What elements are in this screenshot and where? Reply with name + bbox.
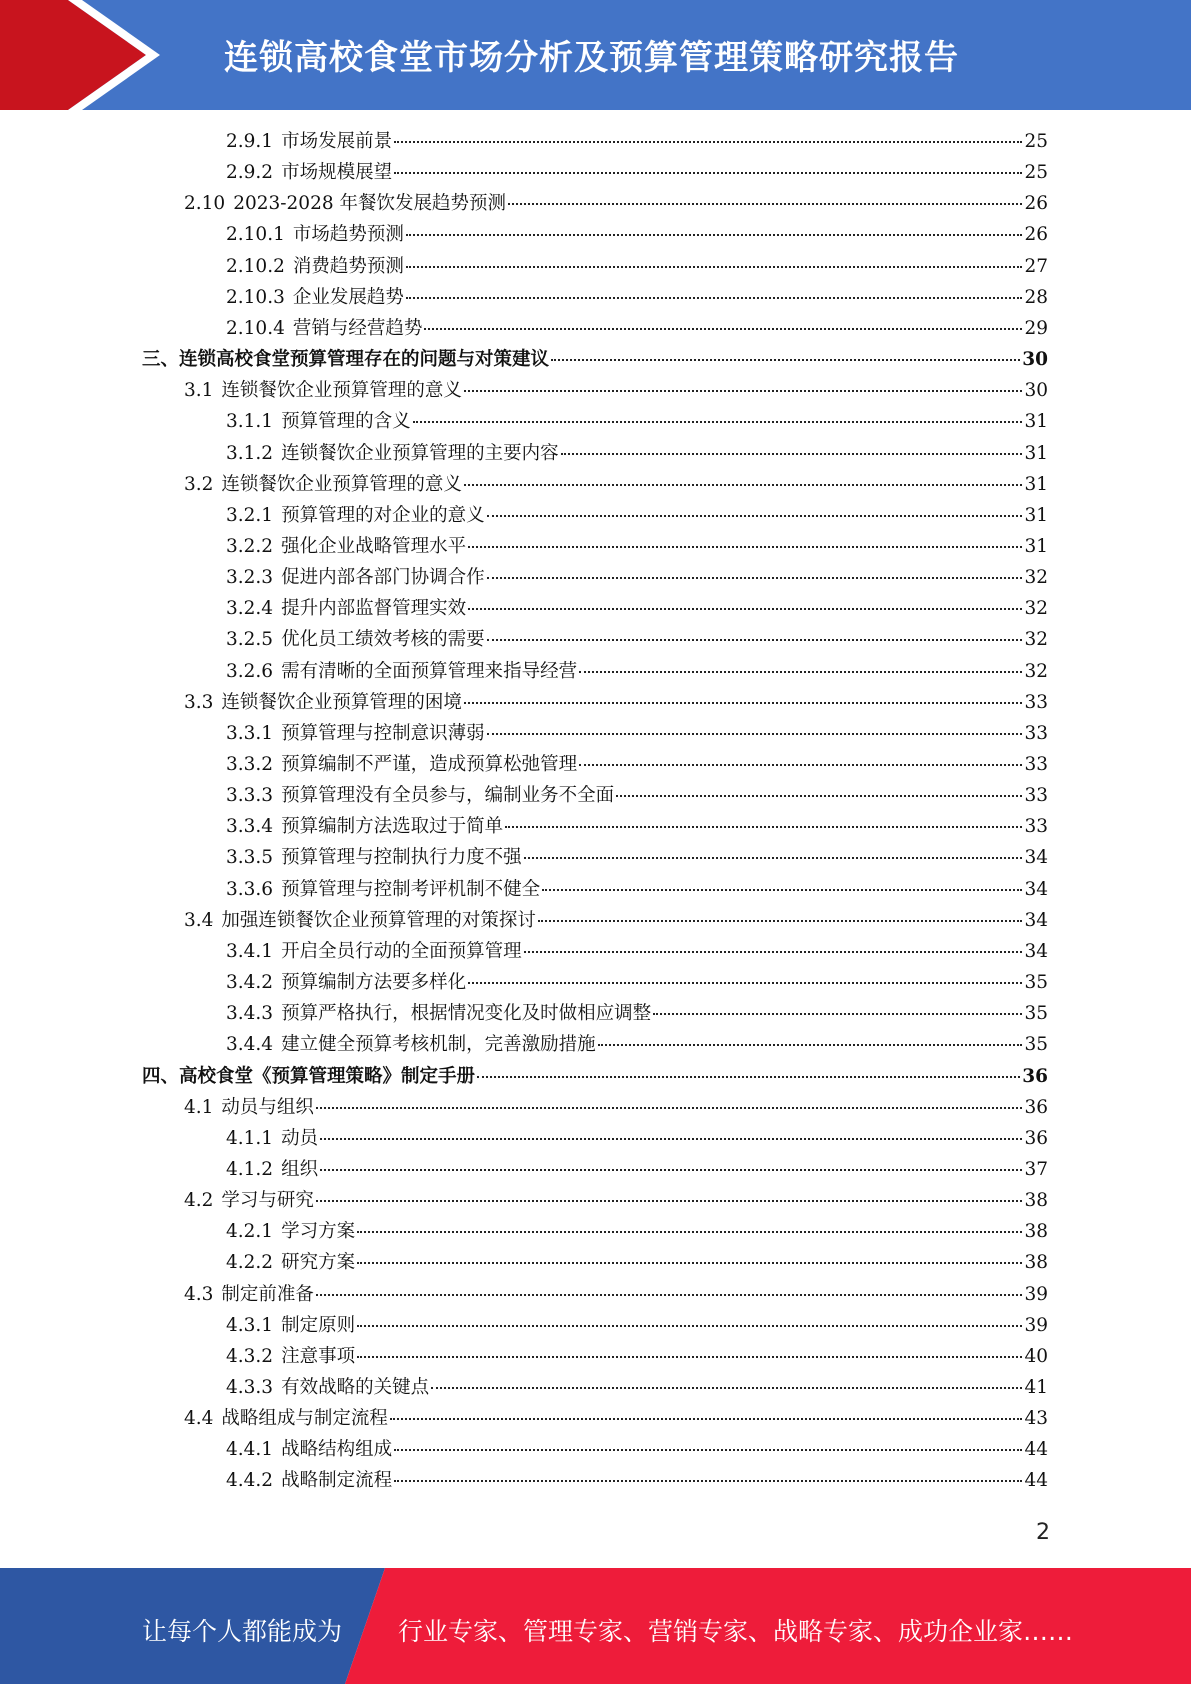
toc-entry-page: 35	[1024, 972, 1048, 994]
toc-entry-title: 连锁餐饮企业预算管理的意义	[221, 380, 462, 402]
toc-entry-page: 41	[1024, 1377, 1048, 1398]
toc-entry-title: 加强连锁餐饮企业预算管理的对策探讨	[221, 909, 536, 931]
toc-entry[interactable]	[184, 1280, 1048, 1311]
toc-entry-title: 营销与经营趋势	[292, 317, 423, 339]
toc-entry-page: 34	[1024, 878, 1048, 900]
toc-entry-page: 36	[1022, 1065, 1048, 1087]
toc-entry-page: 37	[1024, 1158, 1048, 1180]
toc-entry-page: 44	[1024, 1439, 1048, 1461]
toc-dot-leader	[316, 1200, 1023, 1202]
toc-entry[interactable]	[226, 501, 1048, 532]
toc-entry-page: 38	[1024, 1252, 1048, 1274]
toc-entry-number: 2.9.2	[226, 162, 274, 184]
toc-entry-title: 预算管理的对企业的意义	[281, 504, 485, 526]
toc-dot-leader	[431, 1387, 1022, 1389]
toc-entry[interactable]	[226, 1342, 1048, 1373]
toc-entry-number: 2.9.1	[226, 131, 274, 152]
toc-entry-title: 动员与组织	[221, 1096, 314, 1118]
toc-dot-leader	[406, 234, 1023, 236]
toc-entry-title: 消费趋势预测	[292, 255, 404, 277]
toc-entry[interactable]	[226, 439, 1048, 470]
toc-entry[interactable]	[226, 314, 1048, 345]
toc-dot-leader	[464, 702, 1023, 704]
toc-entry[interactable]	[226, 158, 1048, 189]
toc-dot-leader	[394, 1449, 1022, 1451]
toc-entry-number: 3.3.3	[226, 785, 274, 807]
toc-dot-leader	[561, 453, 1023, 455]
toc-entry-page: 33	[1024, 722, 1048, 744]
toc-dot-leader	[468, 608, 1022, 610]
toc-entry-number: 3.1.1	[226, 411, 274, 433]
toc-entry[interactable]	[226, 1466, 1048, 1497]
toc-entry-number: 4.2	[184, 1190, 214, 1212]
toc-entry-title: 预算编制方法选取过于简单	[281, 816, 504, 838]
toc-dot-leader	[487, 577, 1023, 579]
toc-dot-leader	[653, 1013, 1022, 1015]
toc-dot-leader	[477, 1076, 1020, 1078]
document-title: 连锁高校食堂市场分析及预算管理策略研究报告	[224, 38, 959, 78]
toc-entry-page: 31	[1024, 442, 1048, 464]
toc-entry[interactable]	[226, 127, 1048, 158]
toc-entry-page: 36	[1024, 1127, 1048, 1149]
toc-entry-page: 29	[1024, 317, 1048, 339]
toc-entry-page: 38	[1024, 1221, 1048, 1243]
toc-dot-leader	[320, 1138, 1022, 1140]
toc-entry-page: 33	[1024, 691, 1048, 713]
toc-entry-number: 四、	[142, 1065, 180, 1087]
toc-entry-page: 35	[1024, 1034, 1048, 1056]
toc-entry-number: 3.4.4	[226, 1034, 274, 1056]
toc-entry-number: 3.2.6	[226, 660, 274, 682]
toc-entry[interactable]	[226, 1373, 1048, 1404]
toc-entry-title: 预算管理没有全员参与，编制业务不全面	[281, 785, 615, 807]
toc-entry-page: 28	[1024, 286, 1048, 308]
toc-entry[interactable]	[184, 376, 1048, 407]
toc-entry-title: 战略组成与制定流程	[221, 1408, 388, 1430]
toc-entry[interactable]	[226, 1155, 1048, 1186]
toc-entry-page: 36	[1024, 1096, 1048, 1118]
toc-dot-leader	[406, 266, 1023, 268]
toc-entry-title: 学习方案	[281, 1221, 356, 1243]
toc-dot-leader	[468, 982, 1022, 984]
toc-entry[interactable]	[184, 1093, 1048, 1124]
toc-entry-title: 预算管理的含义	[281, 411, 411, 433]
toc-entry-page: 33	[1024, 816, 1048, 838]
toc-entry-title: 预算严格执行，根据情况变化及时做相应调整	[281, 1003, 652, 1025]
toc-dot-leader	[616, 795, 1022, 797]
toc-entry-page: 34	[1024, 847, 1048, 869]
toc-dot-leader	[357, 1325, 1022, 1327]
toc-entry-title: 提升内部监督管理实效	[281, 598, 467, 620]
toc-entry[interactable]	[226, 563, 1048, 594]
toc-entry[interactable]	[226, 1217, 1048, 1248]
toc-entry[interactable]	[226, 625, 1048, 656]
toc-dot-leader	[579, 764, 1022, 766]
toc-entry[interactable]	[184, 1404, 1048, 1435]
toc-entry-title: 制定前准备	[221, 1283, 314, 1305]
toc-entry-title: 预算编制方法要多样化	[281, 972, 467, 994]
toc-dot-leader	[424, 328, 1022, 330]
toc-entry-page: 40	[1024, 1345, 1048, 1367]
toc-dot-leader	[579, 671, 1022, 673]
toc-dot-leader	[468, 546, 1022, 548]
toc-entry-number: 3.3.6	[226, 878, 274, 900]
toc-entry-title: 组织	[281, 1158, 319, 1180]
toc-entry-number: 3.4.3	[226, 1003, 274, 1025]
toc-entry-page: 27	[1024, 255, 1048, 277]
toc-entry-title: 市场趋势预测	[292, 224, 404, 246]
toc-entry[interactable]	[184, 189, 1048, 220]
toc-entry[interactable]	[184, 688, 1048, 719]
toc-entry[interactable]	[142, 345, 1048, 376]
toc-entry-number: 2.10	[184, 193, 226, 215]
toc-entry[interactable]	[226, 875, 1048, 906]
toc-entry-number: 4.3.1	[226, 1314, 274, 1336]
page-number: 2	[1036, 1520, 1050, 1545]
toc-entry[interactable]	[226, 843, 1048, 874]
toc-entry-number: 2.10.4	[226, 317, 285, 339]
toc-entry-title: 预算管理与控制意识薄弱	[281, 722, 485, 744]
toc-entry-title: 开启全员行动的全面预算管理	[281, 940, 522, 962]
toc-dot-leader	[316, 1294, 1023, 1296]
toc-entry-title: 促进内部各部门协调合作	[281, 567, 485, 589]
toc-entry-page: 34	[1024, 909, 1048, 931]
toc-entry-page: 31	[1024, 473, 1048, 495]
toc-dot-leader	[357, 1231, 1022, 1233]
toc-dot-leader	[394, 1480, 1022, 1482]
toc-entry-number: 3.2	[184, 473, 214, 495]
toc-entry[interactable]	[226, 937, 1048, 968]
toc-entry[interactable]	[226, 812, 1048, 843]
toc-entry-title: 连锁高校食堂预算管理存在的问题与对策建议	[179, 349, 550, 371]
toc-entry-title: 强化企业战略管理水平	[281, 535, 467, 557]
toc-entry-number: 2.10.3	[226, 286, 285, 308]
toc-dot-leader	[542, 889, 1022, 891]
toc-dot-leader	[551, 359, 1020, 361]
footer-slogan-right: 行业专家、管理专家、营销专家、战略专家、成功企业家……	[398, 1617, 1074, 1646]
toc-entry-page: 31	[1024, 504, 1048, 526]
toc-dot-leader	[508, 203, 1022, 205]
toc-entry-number: 2.10.1	[226, 224, 285, 246]
toc-entry-page: 30	[1022, 349, 1048, 371]
toc-dot-leader	[464, 390, 1023, 392]
toc-dot-leader	[505, 826, 1022, 828]
toc-entry-page: 39	[1024, 1283, 1048, 1305]
toc-entry[interactable]	[226, 1030, 1048, 1061]
toc-entry-page: 30	[1024, 380, 1048, 402]
toc-entry[interactable]	[226, 532, 1048, 563]
toc-entry-title: 需有清晰的全面预算管理来指导经营	[281, 660, 578, 682]
toc-entry-page: 34	[1024, 940, 1048, 962]
toc-dot-leader	[524, 857, 1023, 859]
toc-entry-title: 有效战略的关键点	[281, 1377, 430, 1398]
toc-entry-number: 4.4	[184, 1408, 214, 1430]
toc-entry-title: 优化员工绩效考核的需要	[281, 629, 485, 651]
toc-entry-title: 市场规模展望	[281, 162, 393, 184]
toc-dot-leader	[394, 172, 1022, 174]
toc-entry-number: 三、	[142, 349, 180, 371]
toc-entry-page: 44	[1024, 1470, 1048, 1492]
toc-dot-leader	[524, 951, 1023, 953]
toc-entry-title: 连锁餐饮企业预算管理的主要内容	[281, 442, 559, 464]
page-footer	[0, 1568, 1191, 1684]
toc-entry-number: 3.3.5	[226, 847, 274, 869]
toc-entry-number: 4.2.1	[226, 1221, 274, 1243]
toc-entry[interactable]	[226, 750, 1048, 781]
toc-dot-leader	[538, 920, 1023, 922]
toc-entry-number: 4.1	[184, 1096, 214, 1118]
toc-entry-number: 3.2.1	[226, 504, 274, 526]
toc-entry[interactable]	[184, 1186, 1048, 1217]
toc-entry-page: 26	[1024, 193, 1048, 215]
toc-entry-page: 26	[1024, 224, 1048, 246]
toc-entry[interactable]	[226, 1248, 1048, 1279]
toc-entry-title: 预算管理与控制执行力度不强	[281, 847, 522, 869]
toc-entry-number: 3.3.2	[226, 754, 274, 775]
toc-entry-title: 战略制定流程	[281, 1470, 393, 1492]
toc-entry[interactable]	[226, 220, 1048, 251]
toc-dot-leader	[390, 1418, 1023, 1420]
toc-entry[interactable]	[226, 1311, 1048, 1342]
toc-entry-title: 企业发展趋势	[292, 286, 404, 308]
toc-entry-title: 注意事项	[281, 1345, 356, 1367]
toc-entry-title: 战略结构组成	[281, 1439, 393, 1461]
toc-entry-number: 3.2.4	[226, 598, 274, 620]
toc-entry[interactable]	[226, 1124, 1048, 1155]
toc-entry-page: 35	[1024, 1003, 1048, 1025]
toc-entry-number: 3.2.3	[226, 567, 274, 589]
toc-entry[interactable]	[184, 470, 1048, 501]
toc-entry-title: 2023-2028 年餐饮发展趋势预测	[233, 193, 506, 215]
toc-dot-leader	[357, 1262, 1022, 1264]
toc-dot-leader	[487, 639, 1023, 641]
toc-entry-page: 33	[1024, 785, 1048, 807]
toc-entry[interactable]	[226, 1435, 1048, 1466]
toc-entry-page: 32	[1024, 629, 1048, 651]
toc-entry-number: 4.1.2	[226, 1158, 274, 1180]
toc-entry-page: 31	[1024, 535, 1048, 557]
toc-entry[interactable]	[226, 283, 1048, 314]
toc-entry-title: 制定原则	[281, 1314, 356, 1336]
toc-entry-number: 3.3.4	[226, 816, 274, 838]
toc-entry-page: 39	[1024, 1314, 1048, 1336]
toc-entry-title: 研究方案	[281, 1252, 356, 1274]
toc-entry-number: 2.10.2	[226, 255, 285, 277]
toc-entry-number: 3.3.1	[226, 722, 274, 744]
toc-entry-title: 动员	[281, 1127, 319, 1149]
toc-entry-number: 3.3	[184, 691, 214, 713]
toc-entry-number: 4.2.2	[226, 1252, 274, 1274]
toc-entry-title: 学习与研究	[221, 1190, 314, 1212]
toc-entry[interactable]	[184, 906, 1048, 937]
toc-entry-page: 31	[1024, 411, 1048, 433]
toc-entry-number: 3.2.5	[226, 629, 274, 651]
toc-entry[interactable]	[226, 657, 1048, 688]
toc-entry-page: 25	[1024, 131, 1048, 152]
toc-dot-leader	[394, 141, 1022, 143]
page-header	[0, 0, 1191, 110]
footer-slogan-left: 让每个人都能成为	[142, 1617, 343, 1646]
toc-entry[interactable]	[226, 594, 1048, 625]
toc-entry-page: 32	[1024, 660, 1048, 682]
toc-entry-number: 4.4.1	[226, 1439, 274, 1461]
toc-entry-title: 预算编制不严谨，造成预算松弛管理	[281, 754, 578, 775]
toc-entry-number: 3.1	[184, 380, 214, 402]
toc-entry-title: 连锁餐饮企业预算管理的意义	[221, 473, 462, 495]
toc-entry-number: 3.1.2	[226, 442, 274, 464]
toc-entry-page: 32	[1024, 567, 1048, 589]
toc-entry[interactable]	[226, 719, 1048, 750]
toc-entry-number: 3.4	[184, 909, 214, 931]
toc-entry-title: 连锁餐饮企业预算管理的困境	[221, 691, 462, 713]
toc-entry-number: 4.3.2	[226, 1345, 274, 1367]
toc-entry-page: 25	[1024, 162, 1048, 184]
toc-dot-leader	[406, 297, 1023, 299]
toc-dot-leader	[320, 1169, 1022, 1171]
toc-entry-number: 4.3	[184, 1283, 214, 1305]
toc-entry[interactable]	[226, 999, 1048, 1030]
toc-entry-title: 市场发展前景	[281, 131, 393, 152]
toc-dot-leader	[487, 733, 1023, 735]
toc-entry-number: 3.4.2	[226, 972, 274, 994]
toc-entry-title: 预算管理与控制考评机制不健全	[281, 878, 541, 900]
toc-entry-number: 4.3.3	[226, 1377, 274, 1398]
toc-entry[interactable]	[226, 968, 1048, 999]
toc-entry-title: 建立健全预算考核机制，完善激励措施	[281, 1034, 596, 1056]
toc-entry-page: 33	[1024, 754, 1048, 775]
toc-entry-number: 3.4.1	[226, 940, 274, 962]
toc-entry[interactable]	[226, 781, 1048, 812]
toc-entry[interactable]	[226, 407, 1048, 438]
toc-dot-leader	[598, 1044, 1023, 1046]
toc-entry[interactable]	[142, 1062, 1048, 1093]
toc-dot-leader	[357, 1356, 1022, 1358]
toc-dot-leader	[464, 484, 1023, 486]
toc-entry-page: 32	[1024, 598, 1048, 620]
toc-dot-leader	[413, 421, 1023, 423]
toc-entry-number: 3.2.2	[226, 535, 274, 557]
toc-dot-leader	[316, 1107, 1023, 1109]
toc-entry-page: 43	[1024, 1408, 1048, 1430]
toc-entry-number: 4.1.1	[226, 1127, 274, 1149]
toc-entry-number: 4.4.2	[226, 1470, 274, 1492]
toc-entry-page: 38	[1024, 1190, 1048, 1212]
toc-dot-leader	[487, 515, 1023, 517]
toc-entry-title: 高校食堂《预算管理策略》制定手册	[179, 1065, 476, 1087]
toc-entry[interactable]	[226, 252, 1048, 283]
